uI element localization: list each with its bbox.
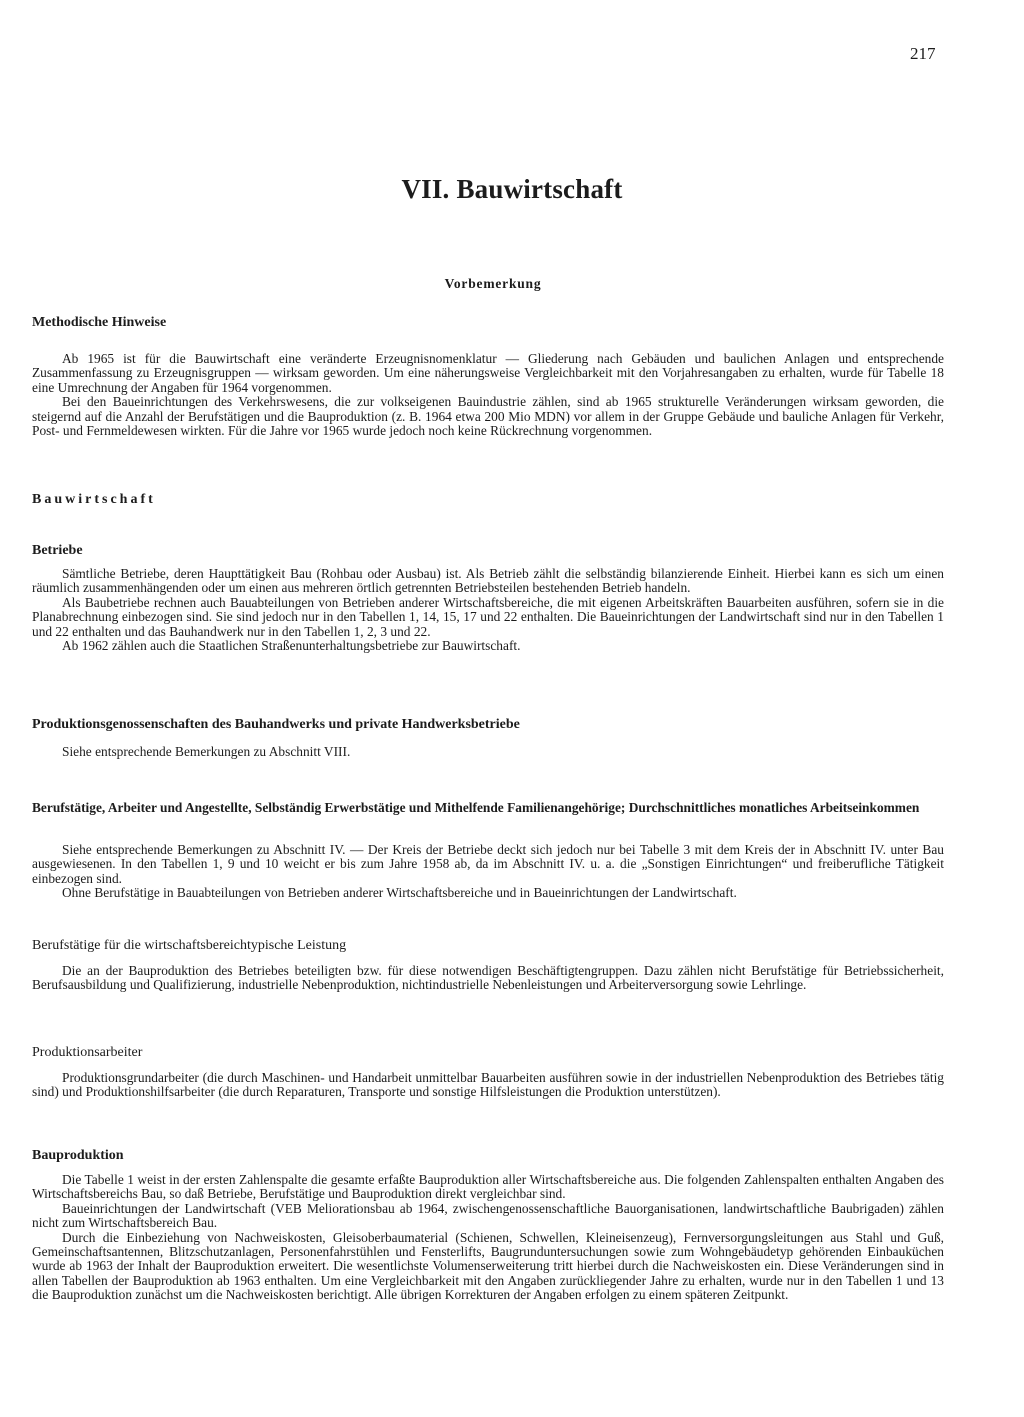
paragraph: Ohne Berufstätige in Bauabteilungen von Betrieben anderer Wirtschaftsbereiche und in Baueinrichtungen der Landwirtschaft. xyxy=(62,885,737,901)
heading-methodische-hinweise xyxy=(32,313,944,331)
paragraph: Siehe entsprechende Bemerkungen zu Abschnitt IV. — Der Kreis der Betriebe deckt sich jedoch nur bei Tabelle 3 mit dem Kreis der in Abschnitt IV. unter Bau ausgewiesenen. In den Tabellen 1, 9 und 10 weicht er bis zum Jahre 1958 ab, da im Abschnitt IV. u. a. die „Sonstigen Einrichtungen“ und freiberufliche Tätigkeit einbezogen sind. xyxy=(32,842,944,886)
paragraph: Siehe entsprechende Bemerkungen zu Abschnitt VIII. xyxy=(62,744,351,759)
heading-wirtschaftsbereichtypische-leistung xyxy=(32,936,944,954)
heading-betriebe xyxy=(32,541,944,559)
heading-bauwirtschaft xyxy=(32,490,944,508)
section-heading: Berufstätige für die wirtschaftsbereichtypische Leistung xyxy=(32,938,347,953)
section-heading: Bauwirtschaft xyxy=(32,492,156,507)
page-number: 217 xyxy=(910,44,936,63)
section-heading: Berufstätige, Arbeiter und Angestellte, Selbständig Erwerbstätige und Mithelfende Familienangehörige; Durchschnittliches monatliches Arbeitseinkommen xyxy=(32,800,920,815)
paragraph: Baueinrichtungen der Landwirtschaft (VEB Meliorationsbau ab 1964, zwischengenossenschaftliche Bauorganisationen, landwirtschaftliche Baubrigaden) zählen nicht zum Wirtschaftsbereich Bau. xyxy=(32,1200,944,1231)
paragraph: Produktionsgrundarbeiter (die durch Maschinen- und Handarbeit unmittelbar Bauarbeiten ausführen sowie in der industriellen Nebenproduktion des Betriebes tätig sind) und Produktionshilfsarbeiter (die durch Reparaturen, Transporte und sonstige Hilfsleistungen die Produktion unterstützen). xyxy=(32,1070,944,1100)
heading-produktionsarbeiter xyxy=(32,1043,944,1061)
section-heading: Betriebe xyxy=(32,543,83,558)
paragraph: Ab 1965 ist für die Bauwirtschaft eine veränderte Erzeugnisnomenklatur — Gliederung nach Gebäuden und baulichen Anlagen und entsprechende Zusammenfassung zu Erzeugnisgruppen — wirksam geworden. Um eine näherungsweise Vergleichbarkeit mit den Vorjahresangaben zu erhalten, wurde für Tabelle 18 eine Umrechnung der Angaben für 1964 vorgenommen. xyxy=(32,351,944,395)
paragraph: Die an der Bauproduktion des Betriebes beteiligten bzw. für diese notwendigen Beschäftigtengruppen. Dazu zählen nicht Berufstätige für Betriebssicherheit, Berufsausbildung und Qualifizierung, industrielle Nebenproduktion, nichtindustrielle Nebenleistungen und Arbeiterversorgung sowie Lehrlinge. xyxy=(32,963,944,993)
paragraph: Durch die Einbeziehung von Nachweiskosten, Gleisoberbaumaterial (Schienen, Schwellen, Kleineisenzeug), Fernversorgungsleitungen aus Stahl und Guß, Gemeinschaftsantennen, Blitzschutzanlagen, Personenfahrstühlen und Fensterlifts, Baugrunduntersuchungen sowie zum Wohngebäudetyp gehörenden Einbauküchen wurde ab 1963 der Inhalt der Bauproduktion erweitert. Die wesentlichste Volumenserweiterung tritt hierbei durch die Nachweiskosten ein. Diese Veränderungen sind in allen Tabellen der Bauproduktion ab 1963 enthalten. Um eine Vergleichbarkeit mit den Angaben zurückliegender Jahre zu erhalten, wurde nur in den Tabellen 1 und 13 die Bauproduktion zunächst um die Nachweiskosten berichtigt. Alle übrigen Korrekturen der Angaben erfolgen zu einem späteren Zeitpunkt. xyxy=(32,1229,944,1303)
heading-produktionsgenossenschaften xyxy=(32,715,944,733)
paragraph: Sämtliche Betriebe, deren Haupttätigkeit Bau (Rohbau oder Ausbau) ist. Als Betrieb zählt die selbständig bilanzierende Einheit. Hierbei kann es sich um einen räumlich zusammenhängenden oder um einen aus mehreren örtlich getrennten Betriebsteilen bestehenden Betrieb handeln. xyxy=(32,566,944,596)
section-heading: Produktionsarbeiter xyxy=(32,1045,143,1060)
section-heading: Bauproduktion xyxy=(32,1148,124,1163)
paragraph: Die Tabelle 1 weist in der ersten Zahlenspalte die gesamte erfaßte Bauproduktion aller Wirtschaftsbereiche aus. Die folgenden Zahlenspalten enthalten Angaben des Wirtschaftsbereichs Bau, so daß Betriebe, Berufstätige und Bauproduktion direkt vergleichbar sind. xyxy=(32,1172,944,1202)
paragraph: Ab 1962 zählen auch die Staatlichen Straßenunterhaltungsbetriebe zur Bauwirtschaft. xyxy=(62,638,521,654)
section-heading: Produktionsgenossenschaften des Bauhandwerks und private Handwerksbetriebe xyxy=(32,717,520,732)
section-bauproduktion-body xyxy=(32,1173,944,1303)
section-betriebe-body xyxy=(32,567,944,653)
subtitle-vorbemerkung: Vorbemerkung xyxy=(444,276,542,291)
paragraph: Bei den Baueinrichtungen des Verkehrswesens, die zur volkseigenen Bauindustrie zählen, sind ab 1965 strukturelle Veränderungen wirksam geworden, die steigernd auf die Anzahl der Berufstätigen und die Bauproduktion (z. B. 1964 etwa 200 Mio MDN) vor allem in der Gruppe Gebäude und bauliche Anlagen für Verkehr, Post- und Fernmeldewesen wirkten. Für die Jahre vor 1965 wurde jedoch noch keine Rückrechnung vorgenommen. xyxy=(32,394,944,439)
heading-berufstaetige xyxy=(32,801,944,815)
paragraph: Als Baubetriebe rechnen auch Bauabteilungen von Betrieben anderer Wirtschaftsbereiche, die mit eigenen Arbeitskräften Bauarbeiten ausführen, sofern sie in die Planabrechnung einbezogen sind. Sie sind jedoch nur in den Tabellen 1, 14, 15, 17 und 22 enthalten. Die Baueinrichtungen der Landwirtschaft sind nur in den Tabellen 1 und 22 enthalten und das Bauhandwerk nur in den Tabellen 1, 2, 3 und 22. xyxy=(32,594,944,639)
section-heading: Methodische Hinweise xyxy=(32,315,167,330)
section-methodische-body xyxy=(32,352,944,438)
heading-bauproduktion xyxy=(32,1146,944,1164)
section-pgh-body xyxy=(32,745,944,759)
section-berufstaetige-body xyxy=(32,843,944,901)
section-leistung-body xyxy=(32,964,944,993)
section-produktionsarbeiter-body xyxy=(32,1071,944,1100)
chapter-title: VII. Bauwirtschaft xyxy=(401,174,623,204)
